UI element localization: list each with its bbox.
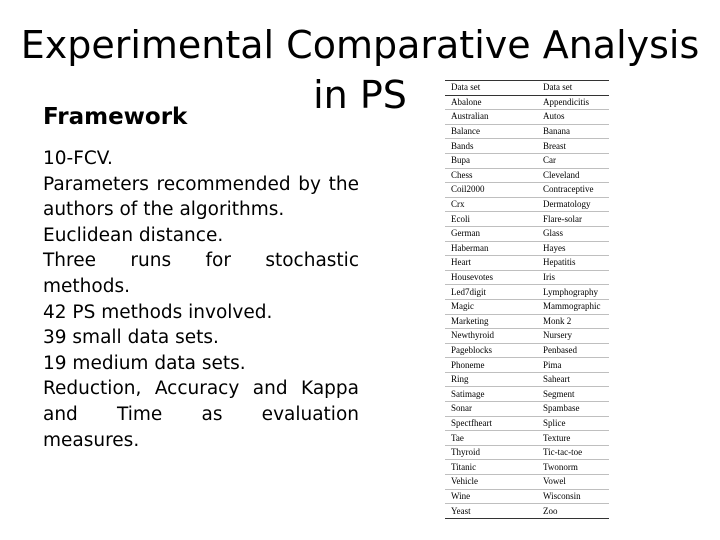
table-cell: Spambase	[537, 402, 609, 417]
table-cell: Dermatology	[537, 197, 609, 212]
table-row	[445, 329, 609, 344]
table-row	[445, 95, 609, 110]
table-cell: Hayes	[537, 241, 609, 256]
table-cell: Glass	[537, 226, 609, 241]
table-cell: Pageblocks	[445, 343, 537, 358]
table-cell: Iris	[537, 270, 609, 285]
table-cell: Housevotes	[445, 270, 537, 285]
table-row	[445, 314, 609, 329]
table-row	[445, 168, 609, 183]
table-row	[445, 504, 609, 519]
title-line-2: in PS	[313, 73, 407, 117]
table-header-row	[445, 81, 609, 96]
table-row	[445, 445, 609, 460]
table-row	[445, 226, 609, 241]
table-cell: Bupa	[445, 153, 537, 168]
table-row	[445, 197, 609, 212]
column-header: Data set	[537, 81, 609, 96]
table-cell: Flare-solar	[537, 212, 609, 227]
table-cell: Zoo	[537, 504, 609, 519]
table-row	[445, 153, 609, 168]
column-header: Data set	[445, 81, 537, 96]
table-cell: Twonorm	[537, 460, 609, 475]
table-cell: Appendicitis	[537, 95, 609, 110]
bullet-item: Euclidean distance.	[43, 224, 224, 246]
table-cell: Marketing	[445, 314, 537, 329]
table-row	[445, 387, 609, 402]
table-cell: Splice	[537, 416, 609, 431]
table-cell: Balance	[445, 124, 537, 139]
table-cell: Cleveland	[537, 168, 609, 183]
table-cell: Vowel	[537, 475, 609, 490]
table-cell: Banana	[537, 124, 609, 139]
section-heading: Framework	[43, 104, 188, 130]
table-cell: Wine	[445, 489, 537, 504]
table-cell: Contraceptive	[537, 183, 609, 198]
bullet-item: 42 PS methods involved.	[43, 301, 273, 323]
table-row	[445, 270, 609, 285]
table-row	[445, 110, 609, 125]
table-cell: Breast	[537, 139, 609, 154]
table-row	[445, 460, 609, 475]
table-cell: Monk 2	[537, 314, 609, 329]
table-cell: Lymphography	[537, 285, 609, 300]
table-cell: Autos	[537, 110, 609, 125]
table-row	[445, 183, 609, 198]
table-row	[445, 299, 609, 314]
table-row	[445, 372, 609, 387]
table-row	[445, 241, 609, 256]
table-cell: Magic	[445, 299, 537, 314]
table-cell: Pima	[537, 358, 609, 373]
table-row	[445, 358, 609, 373]
table-cell: Vehicle	[445, 475, 537, 490]
table-row	[445, 431, 609, 446]
bullet-item: 39 small data sets.	[43, 327, 219, 349]
table-cell: Thyroid	[445, 445, 537, 460]
table-row	[445, 139, 609, 154]
table-cell: Texture	[537, 431, 609, 446]
bullet-item: Parameters recommended by the authors of the algorithms.	[43, 173, 359, 221]
table-cell: Australian	[445, 110, 537, 125]
table-cell: Wisconsin	[537, 489, 609, 504]
table-cell: Tic-tac-toe	[537, 445, 609, 460]
table-body	[445, 95, 609, 518]
table-cell: Chess	[445, 168, 537, 183]
bullet-list	[43, 146, 359, 453]
title-line-1: Experimental Comparative Analysis	[20, 23, 700, 67]
table-cell: Ecoli	[445, 212, 537, 227]
table-row	[445, 489, 609, 504]
table-cell: Newthyroid	[445, 329, 537, 344]
table-cell: Led7digit	[445, 285, 537, 300]
table-row	[445, 256, 609, 271]
table-cell: Tae	[445, 431, 537, 446]
table-cell: Abalone	[445, 95, 537, 110]
table-cell: Coil2000	[445, 183, 537, 198]
table-cell: Yeast	[445, 504, 537, 519]
table-cell: Penbased	[537, 343, 609, 358]
bullet-item: Reduction, Accuracy and Kappa and Time as evaluation measures.	[43, 378, 359, 451]
table-cell: Heart	[445, 256, 537, 271]
table-cell: Mammographic	[537, 299, 609, 314]
table-row	[445, 343, 609, 358]
table-row	[445, 212, 609, 227]
table-cell: Ring	[445, 372, 537, 387]
table-row	[445, 402, 609, 417]
table-cell: Satimage	[445, 387, 537, 402]
table-row	[445, 285, 609, 300]
table-cell: Titanic	[445, 460, 537, 475]
table-cell: Phoneme	[445, 358, 537, 373]
table-cell: Spectfheart	[445, 416, 537, 431]
dataset-table	[445, 80, 609, 519]
bullet-item: 10-FCV.	[43, 148, 113, 169]
table-cell: Nursery	[537, 329, 609, 344]
table-row	[445, 416, 609, 431]
table-cell: Car	[537, 153, 609, 168]
table-cell: Bands	[445, 139, 537, 154]
table-row	[445, 475, 609, 490]
table-cell: Saheart	[537, 372, 609, 387]
table-row	[445, 124, 609, 139]
table-cell: Crx	[445, 197, 537, 212]
table-cell: Sonar	[445, 402, 537, 417]
table-cell: Segment	[537, 387, 609, 402]
table-cell: German	[445, 226, 537, 241]
bullet-item: Three runs for stochastic methods.	[43, 250, 359, 297]
table-cell: Haberman	[445, 241, 537, 256]
bullet-item: 19 medium data sets.	[43, 352, 246, 374]
table-cell: Hepatitis	[537, 256, 609, 271]
